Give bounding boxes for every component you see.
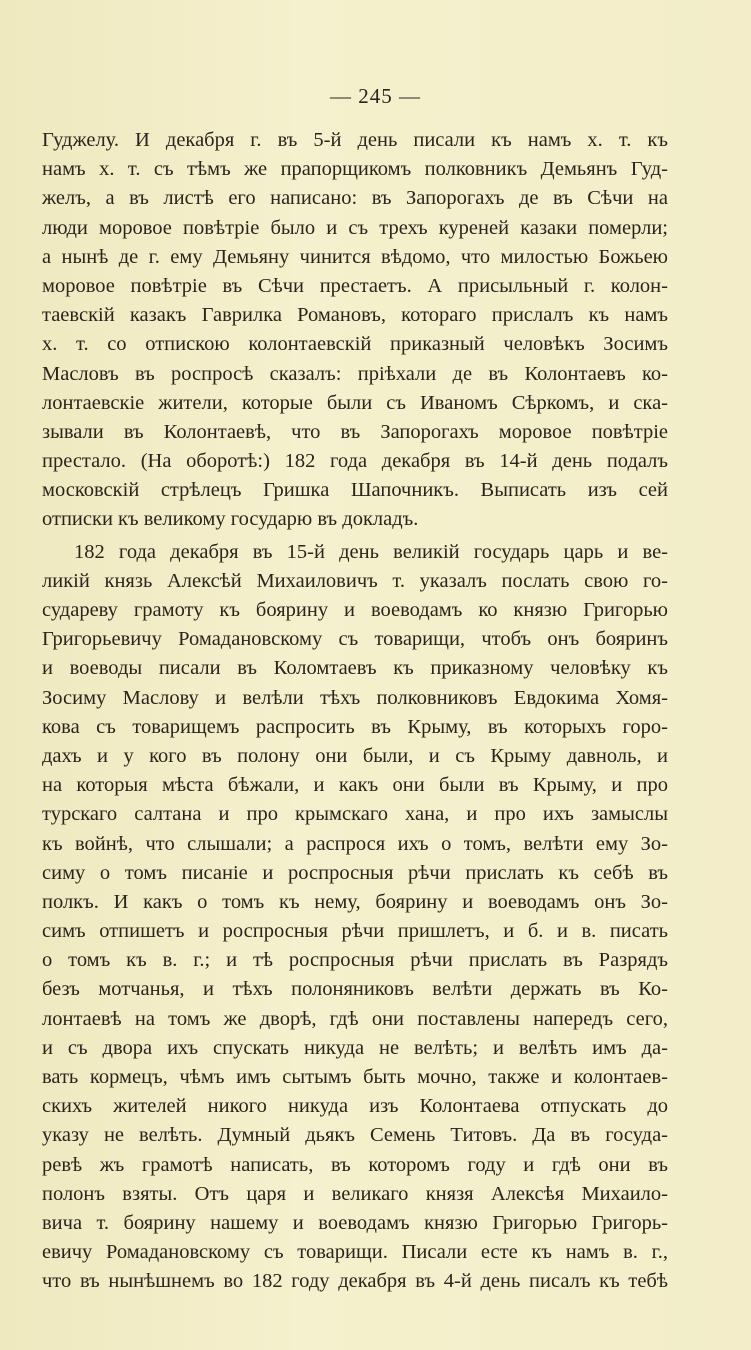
text-line: Григорьевичу Ромадановскому съ товарищи, чтобъ онъ бояринъ: [42, 628, 668, 651]
text-line: полкъ. И какъ о томъ къ нему, боярину и воеводамъ онъ Зо-: [42, 890, 668, 913]
text-line: на которыя мѣста бѣжали, и какъ они были въ Крыму, и про: [42, 774, 668, 797]
page-number: — 245 —: [330, 84, 421, 108]
page-body: [42, 126, 668, 1297]
text-line: лонтаевѣ на томъ же дворѣ, гдѣ они поставлены напередъ сего,: [42, 1007, 668, 1030]
text-line: турскаго салтана и про крымскаго хана, и про ихъ замыслы: [42, 803, 668, 826]
text-line: вича т. боярину нашему и воеводамъ князю Григорью Григорь-: [42, 1211, 668, 1234]
text-line: судареву грамоту къ боярину и воеводамъ ко князю Григорью: [42, 599, 668, 621]
text-line: скихъ жителей никого никуда изъ Колонтаева отпускать до: [42, 1095, 668, 1118]
text-line: евичу Ромадановскому съ товарищи. Писали есте къ намъ в. г.,: [42, 1241, 668, 1264]
text-line: кова съ товарищемъ распросить въ Крыму, въ которыхъ горо-: [42, 715, 668, 738]
text-line: что въ нынѣшнемъ во 182 году декабря въ 4-й день писалъ къ тебѣ: [42, 1270, 668, 1293]
text-line: вать кормецъ, чѣмъ имъ сытымъ быть мочно, также и колонтаев-: [42, 1066, 668, 1088]
text-line: отписки къ великому государю въ докладъ.: [42, 508, 419, 531]
text-line: престало. (На оборотѣ:) 182 года декабря въ 14-й день подалъ: [42, 450, 668, 473]
text-line: симъ отпишетъ и роспросныя рѣчи пришлетъ, и б. и в. писать: [42, 920, 668, 943]
text-line: зывали въ Колонтаевѣ, что въ Запорогахъ моровое повѣтріе: [42, 420, 668, 443]
text-line: таевскій казакъ Гаврилка Романовъ, котораго прислалъ къ намъ: [42, 304, 668, 327]
text-line: 182 года декабря въ 15-й день великій государь царь и ве-: [74, 540, 668, 563]
text-line: безъ мотчанья, и тѣхъ полоняниковъ велѣти держать въ Ко-: [42, 978, 668, 1001]
text-line: Масловъ въ роспросѣ сказалъ: пріѣхали де въ Колонтаевъ ко-: [42, 362, 668, 385]
paragraph: [42, 538, 668, 1297]
text-line: Гуджелу. И декабря г. въ 5-й день писали къ намъ х. т. къ: [42, 129, 668, 151]
text-line: ликій князь Алексѣй Михаиловичъ т. указалъ послать свою го-: [42, 569, 668, 592]
text-line: желъ, а въ листѣ его написано: въ Запорогахъ де въ Сѣчи на: [42, 187, 668, 210]
text-line: московскій стрѣлецъ Гришка Шапочникъ. Выписать изъ сей: [42, 479, 668, 502]
text-line: дахъ и у кого въ полону они были, и съ Крыму давноль, и: [42, 744, 668, 767]
text-line: о томъ къ в. г.; и тѣ роспросныя рѣчи прислать въ Разрядъ: [42, 949, 668, 972]
text-line: указу не велѣть. Думный дьякъ Семень Титовъ. Да въ госуда-: [42, 1124, 668, 1147]
paragraph: [42, 126, 668, 535]
text-line: лонтаевскіе жители, которые были съ Иваномъ Сѣркомъ, и ска-: [42, 391, 668, 414]
text-line: ревѣ жъ грамотѣ написать, въ которомъ году и гдѣ они въ: [42, 1153, 668, 1176]
text-line: и воеводы писали въ Коломтаевъ къ приказному человѣку къ: [42, 657, 668, 680]
text-line: и съ двора ихъ спускать никуда не велѣть; и велѣть имъ да-: [42, 1036, 668, 1059]
text-line: намъ х. т. съ тѣмъ же прапорщикомъ полковникъ Демьянъ Гуд-: [42, 158, 668, 181]
text-line: люди моровое повѣтріе было и съ трехъ куреней казаки померли;: [42, 216, 668, 239]
text-line: симу о томъ писаніе и роспросныя рѣчи прислать къ себѣ въ: [42, 861, 668, 884]
text-line: а нынѣ де г. ему Демьяну чинится вѣдомо, что милостью Божьею: [42, 245, 668, 268]
text-line: къ войнѣ, что слышали; а распрося ихъ о томъ, велѣти ему Зо-: [42, 832, 668, 855]
text-line: моровое повѣтріе въ Сѣчи престаетъ. А присыльный г. колон-: [42, 274, 668, 297]
text-line: х. т. со отпискою колонтаевскій приказный человѣкъ Зосимъ: [42, 333, 668, 356]
text-line: полонъ взяты. Отъ царя и великаго князя Алексѣя Михаило-: [42, 1182, 668, 1205]
text-line: Зосиму Маслову и велѣли тѣхъ полковниковъ Евдокима Хомя-: [42, 686, 668, 709]
